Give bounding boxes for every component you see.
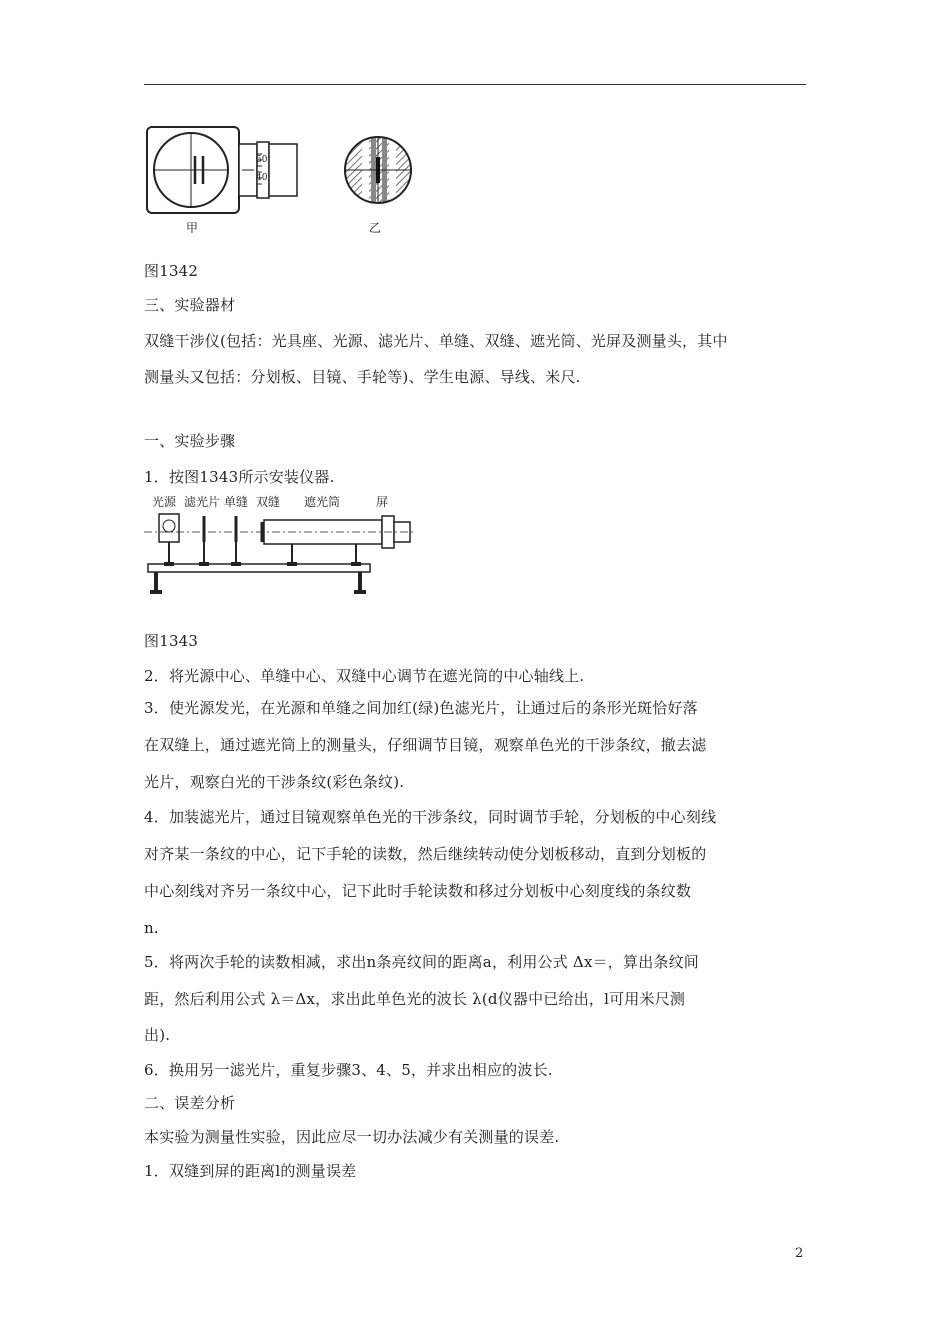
apparatus-label-single-slit: 单缝 (224, 495, 249, 509)
step-4-line-2: 对齐某一条纹的中心，记下手轮的读数，然后继续转动使分划板移动，直到分划板的 (144, 845, 707, 863)
scale-50: 50 (256, 155, 268, 165)
step-2: 2．将光源中心、单缝中心、双缝中心调节在遮光筒的中心轴线上. (144, 667, 585, 685)
step-6: 6．换用另一滤光片，重复步骤3、4、5，并求出相应的波长. (144, 1061, 553, 1079)
heading-error-analysis: 二、误差分析 (144, 1094, 236, 1112)
error-intro: 本实验为测量性实验，因此应尽一切办法减少有关测量的误差. (144, 1128, 560, 1146)
apparatus-label-light-source: 光源 (152, 495, 177, 509)
step-5-line-3: 出). (144, 1026, 171, 1044)
step-3-line-2: 在双缝上，通过遮光筒上的测量头，仔细调节目镜，观察单色光的干涉条纹，撤去滤 (144, 736, 707, 754)
apparatus-label-double-slit: 双缝 (256, 495, 281, 509)
header-rule (144, 84, 806, 85)
figure-caption-1342: 图1342 (144, 262, 199, 280)
figure-fringe-view (338, 130, 420, 212)
apparatus-label-tube: 遮光筒 (304, 495, 341, 509)
heading-materials: 三、实验器材 (144, 296, 236, 314)
materials-line-2: 测量头又包括：分划板、目镜、手轮等)、学生电源、导线、米尺. (144, 368, 581, 386)
step-4-line-3: 中心刻线对齐另一条纹中心，记下此时手轮读数和移过分划板中心刻度线的条纹数 (144, 882, 692, 900)
figure-label-yi: 乙 (369, 221, 382, 235)
apparatus-label-filter: 滤光片 (184, 495, 221, 509)
page-number: 2 (795, 1246, 804, 1261)
step-5-line-2: 距，然后利用公式 λ＝Δx，求出此单色光的波长 λ(d仪器中已给出，l可用米尺测 (144, 990, 686, 1008)
step-4-line-4: n. (144, 919, 159, 937)
figure-measuring-head (144, 124, 304, 234)
figure-apparatus (144, 492, 416, 602)
step-3-line-1: 3．使光源发光，在光源和单缝之间加红(绿)色滤光片，让通过后的条形光斑恰好落 (144, 699, 698, 717)
apparatus-label-screen: 屏 (376, 495, 389, 509)
step-4-line-1: 4．加装滤光片，通过目镜观察单色光的干涉条纹，同时调节手轮，分划板的中心刻线 (144, 808, 717, 826)
materials-line-1: 双缝干涉仪(包括：光具座、光源、滤光片、单缝、双缝、遮光筒、光屏及测量头，其中 (144, 332, 728, 350)
heading-steps: 一、实验步骤 (144, 432, 236, 450)
scale-40: 40 (256, 173, 268, 183)
step-3-line-3: 光片，观察白光的干涉条纹(彩色条纹). (144, 773, 405, 791)
figure-caption-1343: 图1343 (144, 632, 199, 650)
step-1: 1．按图1343所示安装仪器. (144, 468, 335, 486)
step-5-line-1: 5．将两次手轮的读数相减，求出n条亮纹间的距离a，利用公式 Δx＝，算出条纹间 (144, 953, 700, 971)
error-item-1: 1．双缝到屏的距离l的测量误差 (144, 1162, 357, 1180)
figure-label-jia: 甲 (186, 221, 199, 235)
